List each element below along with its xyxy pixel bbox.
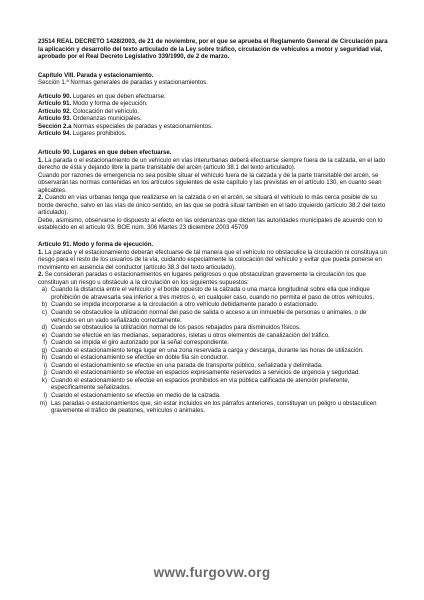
article-91-heading: Artículo 91. Modo y forma de ejecución.	[38, 241, 154, 249]
section-1-heading: Sección 1.ª Normas generales de paradas y estacionamientos.	[38, 79, 208, 87]
list-item: b) Cuando se impida incorporarse a la circulación a otro vehículo debidamente parado o estacionado.	[41, 301, 319, 309]
list-item: e) Cuando se efectúe en las medianas, separadores, isletas u otros elementos de canalización del tráfico.	[41, 331, 330, 339]
site-watermark: www.furgovw.org	[153, 565, 271, 580]
toc-item: Artículo 93. Ordenanzas municipales.	[38, 115, 142, 123]
toc-item: Artículo 92. Colocación del vehículo.	[38, 107, 139, 115]
document-page	[38, 38, 390, 415]
article-90-paragraph-1: 1. La parada o el estacionamiento de un vehículo en vías interurbanas deberá efectuarse siempre fuera de la calzada, en el lado derecho de ésta y dejando libre la parte transitable del arcén (artículo 38.1 del texto articulado).	[38, 156, 386, 172]
list-item: d) Cuando se obstaculice la utilización normal de los pasos rebajados para disminuidos físicos.	[41, 324, 301, 332]
article-91-paragraph-1: 1. La parada y el estacionamiento deberán efectuarse de tal manera que el vehículo no obstaculice la circulación ni constituya un riesgo para el resto de los usuarios de la vía, cuidando especialmente la colocación del vehículo y evitar que pueda ponerse en movimiento en ausencia del conductor (artículo 38.3 del texto articulado).	[38, 248, 387, 271]
table-of-contents	[38, 93, 390, 138]
list-item: i) Cuando el estacionamiento se efectúe en una parada de transporte público, señalizada y delimitada.	[43, 361, 323, 369]
article-91-list	[38, 286, 390, 414]
list-item: f) Cuando se impida el giro autorizado por la señal correspondiente.	[43, 339, 229, 347]
article-90-paragraph-3: Debe, asimismo, observarse lo dispuesto al efecto en las ordenanzas que dicten las autoridades municipales de acuerdo con lo establecido en el artículo 93. BOE núm. 306 Martes 23 diciembre 2003 45709	[38, 216, 383, 232]
decree-title: 23514 REAL DECRETO 1428/2003, de 21 de noviembre, por el que se aprueba el Reglamento General de Circulación para la aplicación y desarrollo del texto articulado de la Ley sobre tráfico, circulación de vehículos a motor y seguridad vial, aprobado por el Real Decreto Legislativo 339/1990, de 2 de marzo.	[38, 38, 388, 61]
article-90-paragraph-1b: Cuando por razones de emergencia no sea posible situar el vehículo fuera de la calzada y de la parte transitable del arcén, se observarán las normas contenidas en los artículos siguientes de este capítulo y las previstas en el artículo 130, en cuanto sean aplicables.	[38, 171, 382, 194]
list-item: l) Cuando el estacionamiento se efectúe en medio de la calzada.	[43, 391, 221, 399]
article-90	[38, 149, 390, 232]
chapter-heading: Capítulo VIII. Parada y estacionamiento.	[38, 71, 154, 79]
article-90-paragraph-2: 2. Cuando en vías urbanas tenga que realizarse en la calzada o en el arcén, se situará el vehículo lo más cerca posible de su borde derecho, salvo en las vías de único sentido, en las que se podrá situar también en el lado izquierdo (artículo 38.2 del texto articulado).	[38, 194, 386, 217]
article-91	[38, 241, 390, 415]
list-item: c) Cuando se obstaculice la utilización normal del paso de salida o acceso a un inmueble de personas o animales, o de vehículos en un vado señalizado correctamente.	[41, 308, 367, 324]
list-item: k) Cuando el estacionamiento se efectúe en espacios prohibidos en vía pública calificada de atención preferente, específicamente señalizados.	[41, 376, 350, 392]
list-item: a) Cuando la distancia entre el vehículo y el borde opuesto de la calzada o una marca longitudinal sobre ella que indique prohibición de atravesarla sea inferior a tres metros o, en cualquier caso, cuando no permita el paso de otros vehículos.	[41, 286, 375, 301]
toc-item: Artículo 91. Modo y forma de ejecución.	[38, 100, 148, 108]
list-item: g) Cuando el estacionamiento tenga lugar en una zona reservada a carga y descarga, durante las horas de utilización.	[41, 346, 364, 354]
article-90-heading: Artículo 90. Lugares en que deben efectuarse.	[38, 149, 172, 157]
toc-item: Sección 2.a Normas especiales de paradas y estacionamientos.	[38, 122, 213, 130]
list-item: h) Cuando el estacionamiento se efectúe en doble fila sin conductor.	[41, 354, 229, 362]
toc-item: Artículo 94. Lugares prohibidos.	[38, 130, 127, 138]
toc-item: Artículo 90. Lugares en que deben efectuarse.	[38, 92, 166, 100]
article-91-paragraph-2: 2. Se consideran paradas o estacionamientos en lugares peligrosos o que obstaculizan gravemente la circulación los que constituyan un riesgo u obstáculo a la circulación en los siguientes supuestos:	[38, 271, 366, 286]
list-item: j) Cuando el estacionamiento se efectúe en espacios expresamente reservados a servicios de urgencia y seguridad.	[43, 369, 360, 377]
list-item: m) Las paradas o estacionamientos que, sin estar incluidos en los párrafos anteriores, constituyan un peligro u obstaculicen gravemente el tráfico de peatones, vehículos o animales.	[39, 399, 377, 415]
